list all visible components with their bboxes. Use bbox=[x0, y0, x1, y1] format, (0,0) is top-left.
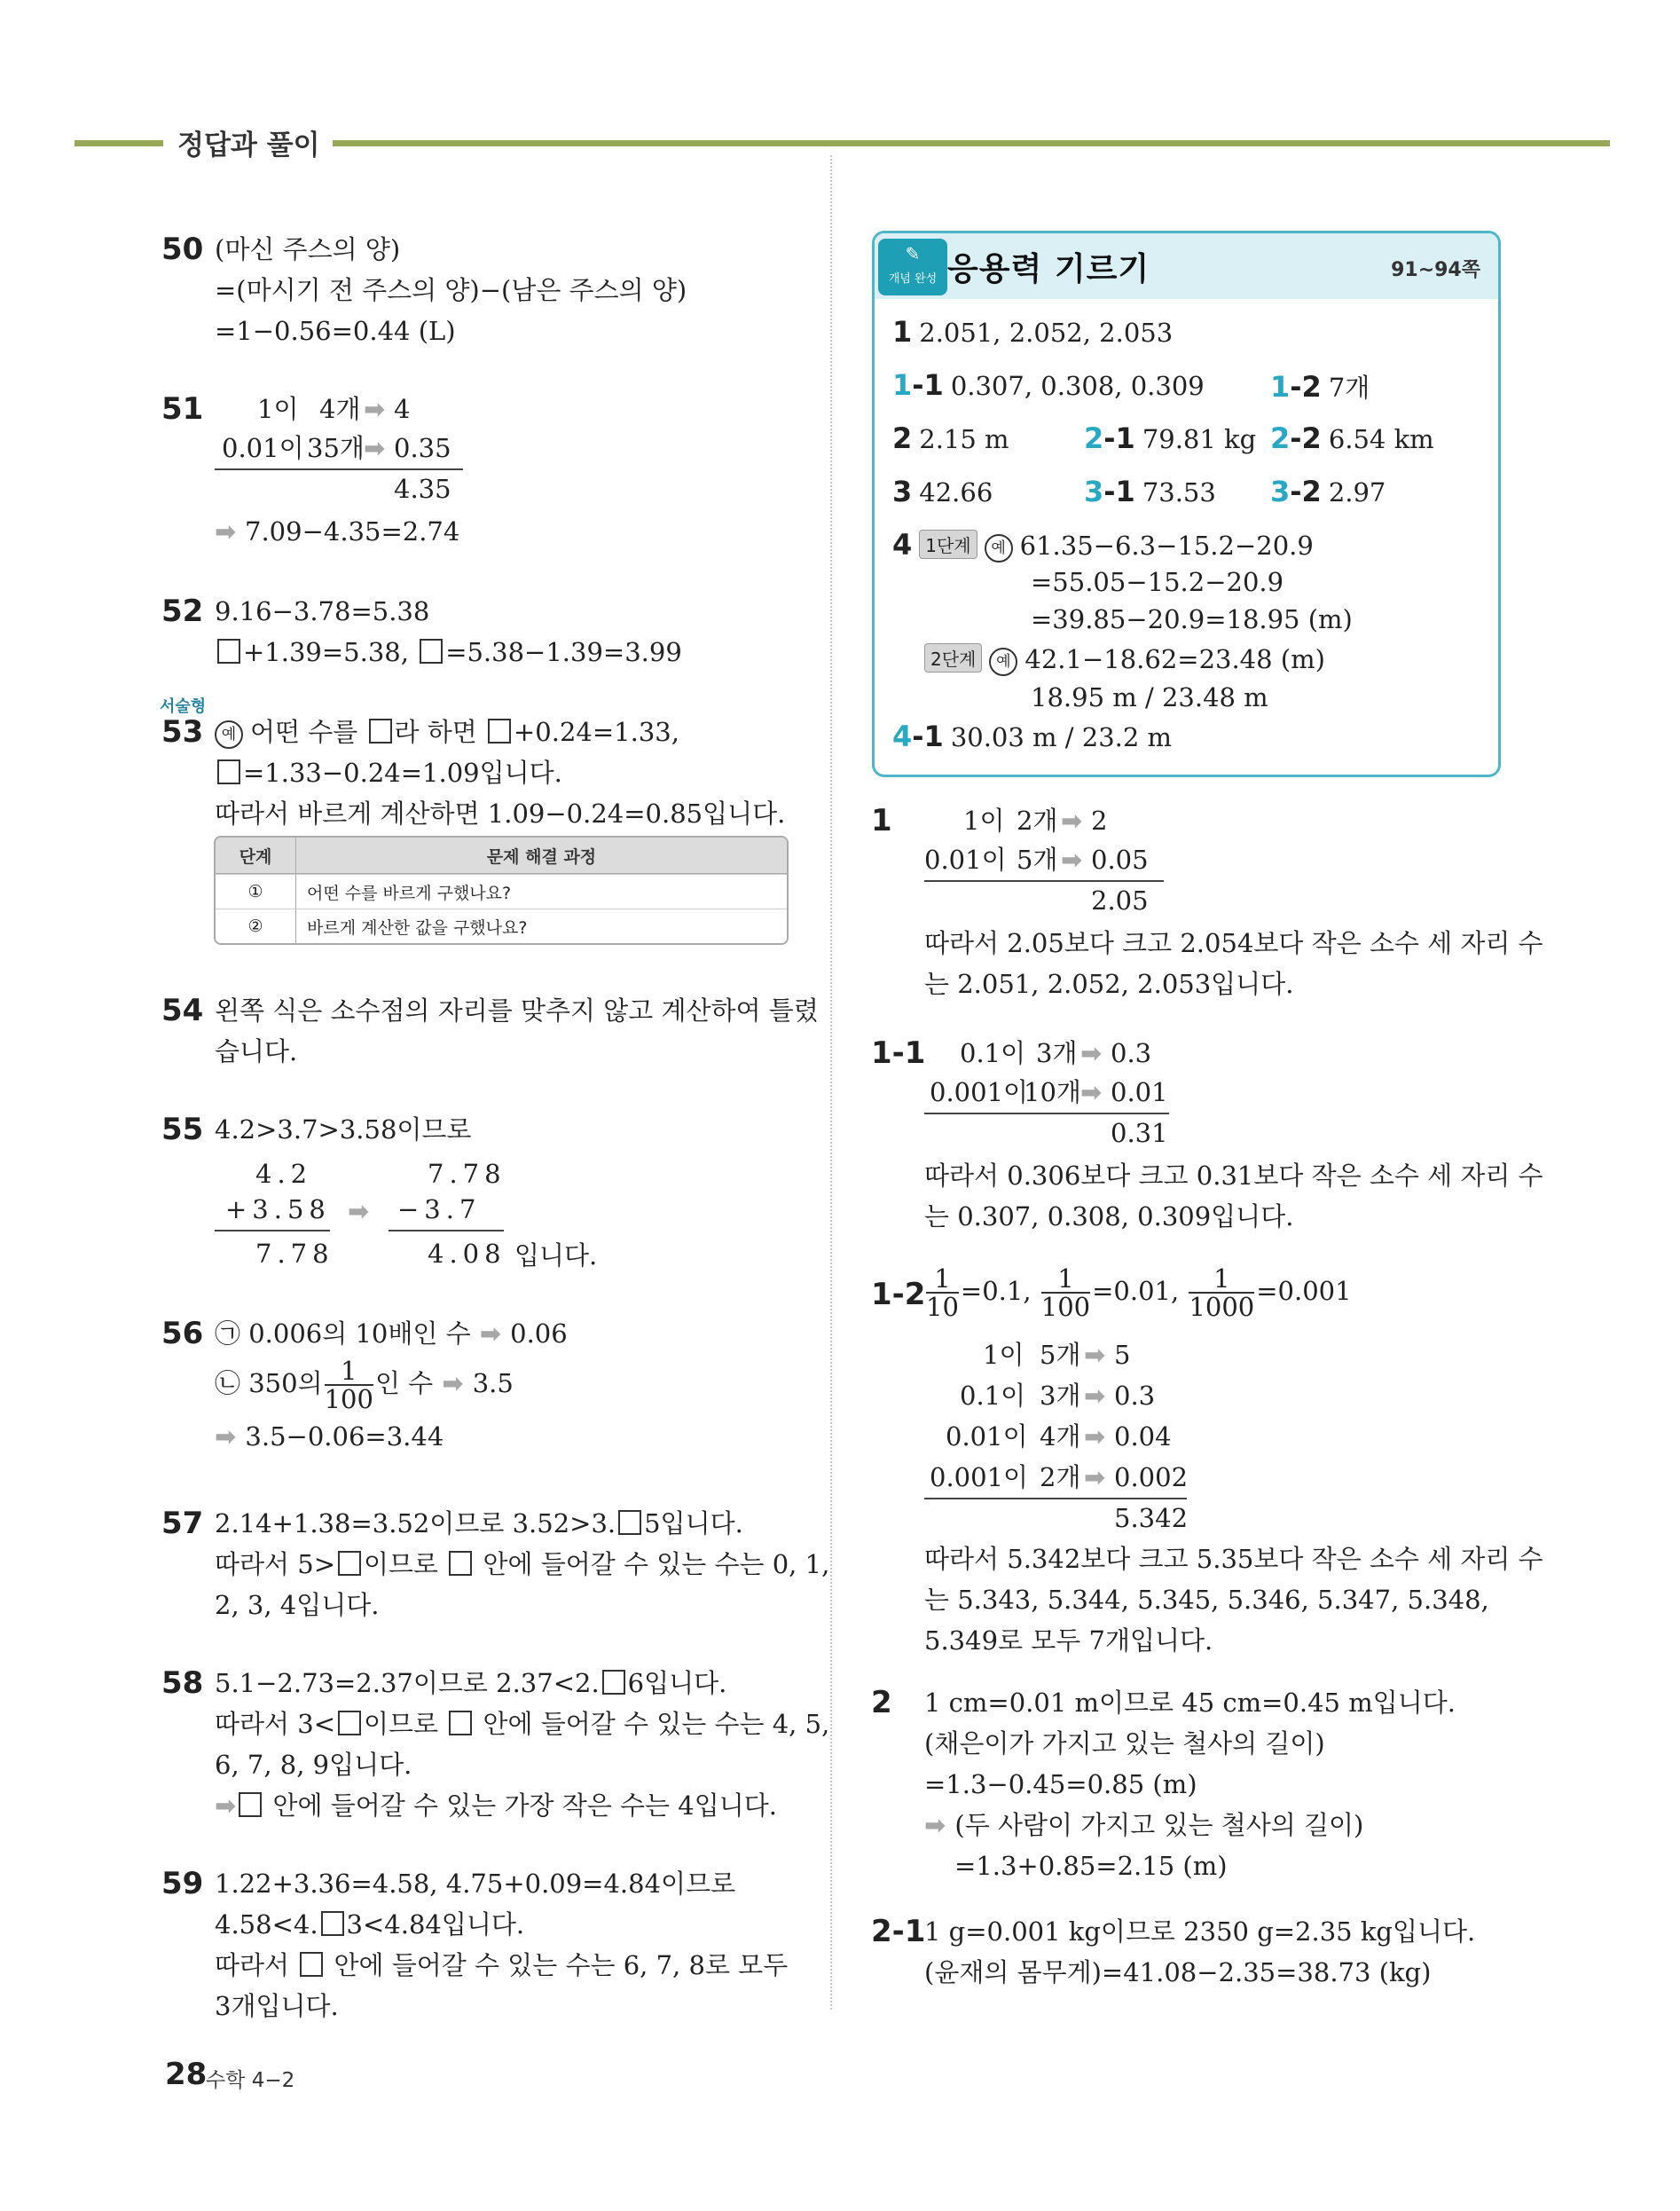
text-segment: 5입니다. bbox=[644, 1508, 743, 1538]
blank-box bbox=[338, 1711, 361, 1735]
text-line: =1.3+0.85=2.15 (m) bbox=[954, 1851, 1228, 1881]
answer-value: 42.66 bbox=[919, 477, 993, 508]
arrow-right-icon: ➡ bbox=[1084, 1421, 1106, 1452]
arrow-right-icon: ➡ bbox=[470, 1318, 511, 1349]
denominator: 10 bbox=[926, 1292, 959, 1322]
numerator: 1 bbox=[1189, 1265, 1254, 1294]
text-segment: ㉡ 350의 bbox=[215, 1368, 323, 1398]
arrow-right-icon: ➡ bbox=[924, 1810, 955, 1840]
calc-cell: 1이 bbox=[257, 394, 299, 424]
problem-52 bbox=[161, 591, 682, 673]
calc-cell: 0.1이 bbox=[960, 1038, 1026, 1068]
panel-title: 응용력 기르기 bbox=[947, 251, 1150, 287]
blank-box bbox=[488, 719, 511, 744]
calc-cell: 0.01이 bbox=[946, 1421, 1028, 1452]
problem-55 bbox=[161, 1109, 747, 1271]
problem-number: 52 bbox=[161, 594, 204, 629]
text-segment: 인 수 bbox=[374, 1368, 434, 1398]
answer-4-line: =55.05−15.2−20.9 bbox=[1031, 567, 1284, 597]
blank-box bbox=[369, 719, 392, 744]
text-segment: 2.14+1.38=3.52이므로 3.52>3. bbox=[215, 1508, 616, 1538]
denominator: 100 bbox=[324, 1384, 373, 1414]
text-line bbox=[215, 1785, 829, 1826]
calc-cell: 2개 bbox=[1017, 806, 1058, 836]
text-line bbox=[215, 1663, 829, 1703]
calc-cell: 4 bbox=[394, 394, 411, 424]
text-segment: 안에 들어갈 수 있는 수는 4, 5, bbox=[483, 1709, 830, 1739]
answer-4-stage2 bbox=[924, 643, 1325, 676]
text-segment: 라 하면 bbox=[394, 717, 477, 747]
text-segment: 안에 들어갈 수 있는 가장 작은 수는 4입니다. bbox=[272, 1790, 777, 1821]
problem-number: 56 bbox=[161, 1316, 204, 1351]
calc-cell: 0.05 bbox=[1091, 845, 1149, 875]
result-line: 7.09−4.35=2.74 bbox=[245, 516, 460, 547]
calc-cell: 10개 bbox=[1024, 1077, 1081, 1107]
calc-cell: 1이 bbox=[963, 806, 1005, 836]
descriptive-tag: 서술형 bbox=[160, 697, 207, 716]
answer-summary-panel bbox=[872, 231, 1501, 777]
blank-box bbox=[217, 759, 240, 784]
arrow-right-icon: ➡ bbox=[1061, 806, 1083, 836]
answer-value: 0.307, 0.308, 0.309 bbox=[950, 371, 1205, 401]
blank-box bbox=[300, 1952, 323, 1977]
answer-value: 6.54 km bbox=[1328, 424, 1434, 454]
text-segment: 3.5−0.06=3.44 bbox=[245, 1421, 444, 1452]
text-line bbox=[215, 632, 682, 673]
text-line: 3개입니다. bbox=[215, 1991, 339, 2021]
problem-number: 1-2 bbox=[871, 1277, 926, 1312]
answer-value: 2.051, 2.052, 2.053 bbox=[919, 318, 1174, 348]
text-line: (마신 주스의 양) bbox=[215, 234, 401, 264]
pencil-icon: ✎ bbox=[905, 243, 921, 264]
calc-cell: 2개 bbox=[1040, 1462, 1081, 1492]
sum-line bbox=[215, 1230, 330, 1231]
calc-cell: 3개 bbox=[1036, 1038, 1078, 1068]
text-segment: =5.38−1.39=3.99 bbox=[445, 637, 682, 667]
table-row bbox=[216, 874, 787, 909]
calc-cell: 5 bbox=[1114, 1340, 1131, 1370]
text-line: 왼쪽 식은 소수점의 자리를 맞추지 않고 계산하여 틀렸 bbox=[215, 995, 819, 1026]
blank-box bbox=[602, 1670, 625, 1695]
answer-key bbox=[1270, 475, 1322, 508]
answer-value: 2.15 m bbox=[919, 424, 1009, 454]
arrow-right-icon: ➡ bbox=[364, 394, 386, 424]
fraction bbox=[1189, 1265, 1254, 1320]
problem-53 bbox=[160, 697, 786, 834]
panel-header bbox=[875, 233, 1498, 299]
text-line bbox=[215, 1544, 829, 1585]
fraction bbox=[325, 1357, 373, 1412]
problem-number: 50 bbox=[161, 232, 204, 267]
key-major: 2 bbox=[1084, 421, 1104, 455]
text-segment: 따라서 bbox=[215, 1950, 290, 1980]
calc-cell: −3.7 bbox=[397, 1194, 482, 1224]
text-line: 따라서 0.306보다 크고 0.31보다 작은 소수 세 자리 수 bbox=[924, 1161, 1543, 1191]
answer-4-1 bbox=[892, 720, 1172, 753]
text-line bbox=[215, 752, 785, 793]
calc-cell: 7.78 bbox=[428, 1159, 506, 1189]
answer-key: 3 bbox=[892, 475, 913, 508]
text-segment: =0.001 bbox=[1256, 1276, 1352, 1306]
answer-key bbox=[1084, 421, 1135, 455]
arrow-right-icon: ➡ bbox=[215, 1421, 246, 1452]
problem-number: 51 bbox=[161, 391, 204, 427]
key-major: 3 bbox=[1270, 475, 1291, 508]
calc-cell: 0.002 bbox=[1114, 1462, 1189, 1492]
text-line bbox=[215, 1503, 829, 1544]
problem-number: 55 bbox=[161, 1112, 204, 1147]
problem-50 bbox=[161, 229, 687, 351]
text-line: 따라서 2.05보다 크고 2.054보다 작은 소수 세 자리 수 bbox=[924, 928, 1543, 958]
arrow-right-icon: ➡ bbox=[364, 433, 386, 463]
page-range: 91~94쪽 bbox=[1391, 259, 1480, 281]
arrow-right-icon: ➡ bbox=[1080, 1038, 1103, 1068]
text-segment: 이므로 bbox=[364, 1709, 439, 1739]
calc-cell: 4.2 bbox=[255, 1159, 313, 1189]
calc-cell: 0.04 bbox=[1114, 1421, 1172, 1452]
text-segment: 0.06 bbox=[510, 1318, 568, 1349]
text-line: =1.3−0.45=0.85 (m) bbox=[924, 1769, 1197, 1799]
text-segment: ㉠ 0.006의 10배인 수 bbox=[215, 1318, 471, 1349]
key-minor: -1 bbox=[1103, 421, 1135, 455]
concept-badge bbox=[878, 239, 947, 295]
calc-cell: 5개 bbox=[1040, 1340, 1081, 1370]
rubric-step: ② bbox=[216, 909, 296, 943]
key-minor: -1 bbox=[1103, 475, 1135, 508]
problem-number: 1 bbox=[871, 803, 892, 838]
calc-sum: 0.31 bbox=[1111, 1118, 1168, 1148]
problem-number: 1-1 bbox=[871, 1035, 926, 1071]
text-line: 는 2.051, 2.052, 2.053입니다. bbox=[924, 969, 1294, 999]
text-segment: 4.58<4. bbox=[215, 1909, 318, 1940]
solution-2-1 bbox=[871, 1911, 1476, 1993]
fraction bbox=[926, 1265, 959, 1320]
text-segment: 따라서 3< bbox=[215, 1709, 336, 1739]
problem-number: 59 bbox=[161, 1866, 204, 1901]
problem-number: 57 bbox=[161, 1506, 204, 1541]
text-line bbox=[215, 1945, 788, 1986]
text-line: 는 5.343, 5.344, 5.345, 5.346, 5.347, 5.348, bbox=[924, 1585, 1489, 1615]
calc-cell: 5개 bbox=[1017, 845, 1058, 875]
text-line: 4.2>3.7>3.58이므로 bbox=[215, 1114, 472, 1145]
text-line: 습니다. bbox=[215, 1036, 298, 1066]
numerator: 1 bbox=[325, 1357, 373, 1386]
text-segment: 안에 들어갈 수 있는 수는 0, 1, bbox=[483, 1549, 830, 1579]
text-segment: 입니다. bbox=[514, 1240, 598, 1271]
problem-number: 2 bbox=[871, 1685, 892, 1720]
problem-51 bbox=[161, 389, 614, 557]
key-major: 1 bbox=[1270, 370, 1291, 404]
answer-key: 1 bbox=[892, 315, 913, 349]
problem-54 bbox=[161, 990, 819, 1072]
text-line bbox=[215, 712, 785, 752]
blank-box bbox=[449, 1711, 472, 1735]
solution-1-1 bbox=[871, 1033, 1545, 1246]
text-line bbox=[215, 1703, 829, 1744]
calc-cell: 4개 bbox=[319, 394, 361, 424]
header-rule-left bbox=[75, 140, 163, 146]
text-line: 5.349로 모두 7개입니다. bbox=[924, 1625, 1213, 1656]
arrow-right-icon: ➡ bbox=[348, 1196, 370, 1226]
answer-4 bbox=[892, 528, 1314, 563]
problem-59 bbox=[161, 1863, 789, 2026]
key-major: 1 bbox=[892, 368, 913, 402]
calc-cell: 0.3 bbox=[1111, 1038, 1152, 1068]
calc-sum: 5.342 bbox=[1114, 1503, 1189, 1533]
text-segment: 3.5 bbox=[472, 1368, 514, 1398]
rubric-step: ① bbox=[216, 874, 296, 909]
rubric-header-step: 단계 bbox=[216, 838, 296, 874]
denominator: 1000 bbox=[1189, 1292, 1255, 1322]
text-line bbox=[924, 1805, 1456, 1845]
text-line: 따라서 5.342보다 크고 5.35보다 작은 소수 세 자리 수 bbox=[924, 1544, 1543, 1574]
arrow-right-icon: ➡ bbox=[215, 1790, 237, 1821]
solution-1-2 bbox=[871, 1263, 1545, 1656]
key-minor: -1 bbox=[912, 368, 944, 402]
answer-3-2 bbox=[1270, 475, 1386, 508]
problem-number: 54 bbox=[161, 993, 204, 1028]
text-segment: 따라서 5> bbox=[215, 1549, 336, 1579]
rubric-header-desc: 문제 해결 과정 bbox=[296, 838, 787, 874]
text-segment: 이므로 bbox=[364, 1549, 439, 1579]
text-line: (윤재의 몸무게)=41.08−2.35=38.73 (kg) bbox=[924, 1957, 1432, 1987]
problem-number: 2-1 bbox=[871, 1914, 926, 1949]
example-icon: 예 bbox=[215, 720, 243, 749]
calc-cell: 1이 bbox=[983, 1340, 1024, 1370]
calc-cell: 3개 bbox=[1040, 1381, 1081, 1411]
calc-cell: 0.01이 bbox=[222, 433, 304, 463]
problem-58 bbox=[161, 1663, 830, 1826]
arrow-right-icon: ➡ bbox=[1084, 1381, 1106, 1411]
text-line: 6, 7, 8, 9입니다. bbox=[215, 1750, 412, 1780]
header-title: 정답과 풀이 bbox=[177, 130, 320, 161]
answer-value: 7개 bbox=[1328, 373, 1370, 403]
answer-3-1 bbox=[1084, 475, 1216, 508]
fraction bbox=[1041, 1265, 1090, 1320]
calc-sum: 4.35 bbox=[394, 474, 451, 504]
calc-cell: 4.08 bbox=[428, 1239, 506, 1269]
blank-box bbox=[217, 639, 240, 664]
calc-cell: 7.78 bbox=[255, 1239, 334, 1269]
answer-2-2 bbox=[1270, 421, 1434, 455]
text-segment: =0.01, bbox=[1092, 1276, 1180, 1306]
header-rule-right bbox=[333, 140, 1610, 146]
key-minor: -2 bbox=[1290, 370, 1322, 404]
answer-4-line: =39.85−20.9=18.95 (m) bbox=[1031, 604, 1353, 634]
answer-key bbox=[1084, 475, 1135, 508]
answer-value: 42.1−18.62=23.48 (m) bbox=[1024, 644, 1325, 674]
calc-cell: 35개 bbox=[307, 433, 365, 463]
example-icon: 예 bbox=[985, 534, 1013, 563]
answer-value: 73.53 bbox=[1142, 477, 1216, 508]
example-icon: 예 bbox=[989, 648, 1017, 676]
key-minor: -1 bbox=[912, 720, 944, 753]
text-line bbox=[215, 1313, 747, 1354]
page-header bbox=[0, 122, 1680, 161]
key-major: 2 bbox=[1270, 421, 1291, 455]
sum-line bbox=[389, 1230, 504, 1231]
calc-cell: 2 bbox=[1091, 806, 1108, 836]
text-segment: +0.24=1.33, bbox=[513, 717, 679, 747]
calc-cell: 0.001이 bbox=[930, 1077, 1029, 1107]
text-line: =1−0.56=0.44 (L) bbox=[215, 316, 456, 346]
answer-key bbox=[892, 720, 944, 753]
calc-cell: 0.3 bbox=[1114, 1381, 1156, 1411]
answer-value: 30.03 m / 23.2 m bbox=[950, 722, 1173, 752]
page-number: 28 bbox=[165, 2057, 208, 2092]
text-line: 1.22+3.36=4.58, 4.75+0.09=4.84이므로 bbox=[215, 1869, 736, 1899]
arrow-right-icon: ➡ bbox=[1084, 1340, 1106, 1370]
answer-value: 2.97 bbox=[1328, 477, 1386, 508]
text-segment: =0.1, bbox=[960, 1276, 1032, 1306]
answer-key: 2 bbox=[892, 421, 913, 455]
text-line: 9.16−3.78=5.38 bbox=[215, 596, 430, 626]
answer-1 bbox=[892, 315, 1173, 349]
text-line: 2, 3, 4입니다. bbox=[215, 1590, 380, 1620]
fraction-line bbox=[924, 1265, 1545, 1320]
blank-box bbox=[239, 1792, 262, 1817]
problem-number: 53 bbox=[161, 714, 204, 750]
blank-box bbox=[618, 1510, 641, 1535]
problem-57 bbox=[161, 1503, 830, 1625]
answer-3 bbox=[892, 475, 993, 508]
text-segment: 안에 들어갈 수 있는 수는 6, 7, 8로 모두 bbox=[334, 1950, 789, 1980]
answer-1-1 bbox=[892, 368, 1205, 402]
text-line: 1 g=0.001 kg이므로 2350 g=2.35 kg입니다. bbox=[924, 1916, 1476, 1947]
calc-cell: +3.58 bbox=[225, 1194, 331, 1224]
answer-value: 61.35−6.3−15.2−20.9 bbox=[1019, 531, 1314, 561]
footer-subject: 수학 4−2 bbox=[206, 2069, 295, 2092]
text-line bbox=[215, 1357, 747, 1412]
arrow-right-icon: ➡ bbox=[433, 1368, 473, 1398]
table-row bbox=[216, 909, 787, 943]
text-line: 따라서 바르게 계산하면 1.09−0.24=0.85입니다. bbox=[215, 799, 786, 829]
key-minor: -2 bbox=[1290, 421, 1322, 455]
answer-key bbox=[1270, 421, 1322, 455]
text-line: =(마시기 전 주스의 양)−(남은 주스의 양) bbox=[215, 275, 687, 305]
answer-value: 79.81 kg bbox=[1142, 424, 1257, 454]
answer-key bbox=[892, 368, 944, 402]
problem-number: 58 bbox=[161, 1665, 204, 1701]
text-segment: =1.33−0.24=1.09입니다. bbox=[243, 758, 562, 788]
answer-key: 4 bbox=[892, 528, 913, 562]
problem-56 bbox=[161, 1313, 747, 1473]
badge-label: 개념 완성 bbox=[888, 272, 938, 286]
calc-sum: 2.05 bbox=[1091, 885, 1149, 916]
rubric-desc: 바르게 계산한 값을 구했나요? bbox=[296, 909, 787, 943]
calc-cell: 0.01이 bbox=[924, 845, 1007, 875]
answer-key bbox=[1270, 370, 1322, 404]
arrow-right-icon: ➡ bbox=[1084, 1462, 1106, 1492]
solution-2 bbox=[871, 1682, 1456, 1886]
text-segment: +1.39=5.38, bbox=[243, 637, 409, 667]
key-minor: -2 bbox=[1290, 475, 1322, 508]
answer-2-1 bbox=[1084, 421, 1256, 455]
calc-cell: 0.001이 bbox=[930, 1462, 1029, 1492]
column-divider bbox=[830, 155, 832, 2010]
text-segment: (두 사람이 가지고 있는 철사의 길이) bbox=[954, 1810, 1364, 1840]
calc-cell: 4개 bbox=[1040, 1421, 1081, 1452]
text-segment: 3<4.84입니다. bbox=[346, 1909, 525, 1940]
blank-box bbox=[321, 1911, 344, 1936]
answer-2 bbox=[892, 421, 1009, 455]
key-major: 4 bbox=[892, 720, 913, 753]
numerator: 1 bbox=[926, 1265, 959, 1294]
arrow-right-icon: ➡ bbox=[1061, 845, 1083, 875]
text-line: 1 cm=0.01 m이므로 45 cm=0.45 m입니다. bbox=[924, 1688, 1456, 1718]
text-segment: 5.1−2.73=2.37이므로 2.37<2. bbox=[215, 1668, 600, 1698]
text-segment: 어떤 수를 bbox=[250, 717, 358, 747]
stage-label: 1단계 bbox=[919, 530, 977, 559]
rubric-desc: 어떤 수를 바르게 구했나요? bbox=[296, 874, 787, 909]
blank-box bbox=[449, 1551, 472, 1576]
denominator: 100 bbox=[1040, 1292, 1091, 1322]
scoring-rubric bbox=[214, 836, 789, 945]
text-line: (채은이가 가지고 있는 철사의 길이) bbox=[924, 1728, 1325, 1759]
text-line: 는 0.307, 0.308, 0.309입니다. bbox=[924, 1201, 1294, 1231]
calc-cell: 0.1이 bbox=[960, 1381, 1026, 1411]
solution-1 bbox=[871, 800, 1545, 1013]
numerator: 1 bbox=[1041, 1265, 1090, 1294]
text-line bbox=[215, 1416, 747, 1457]
arrow-right-icon: ➡ bbox=[1080, 1077, 1103, 1107]
blank-box bbox=[420, 639, 443, 664]
calc-cell: 0.35 bbox=[394, 433, 451, 463]
answer-4-line: 18.95 m / 23.48 m bbox=[1031, 682, 1268, 712]
answer-1-2 bbox=[1270, 368, 1370, 405]
key-major: 3 bbox=[1084, 475, 1104, 508]
arrow-right-icon: ➡ bbox=[215, 516, 237, 547]
blank-box bbox=[338, 1551, 361, 1576]
calc-cell: 0.01 bbox=[1111, 1077, 1168, 1107]
text-segment: 6입니다. bbox=[627, 1668, 727, 1698]
text-line bbox=[215, 1904, 788, 1945]
stage-label: 2단계 bbox=[924, 643, 982, 673]
rubric-header bbox=[216, 838, 787, 874]
